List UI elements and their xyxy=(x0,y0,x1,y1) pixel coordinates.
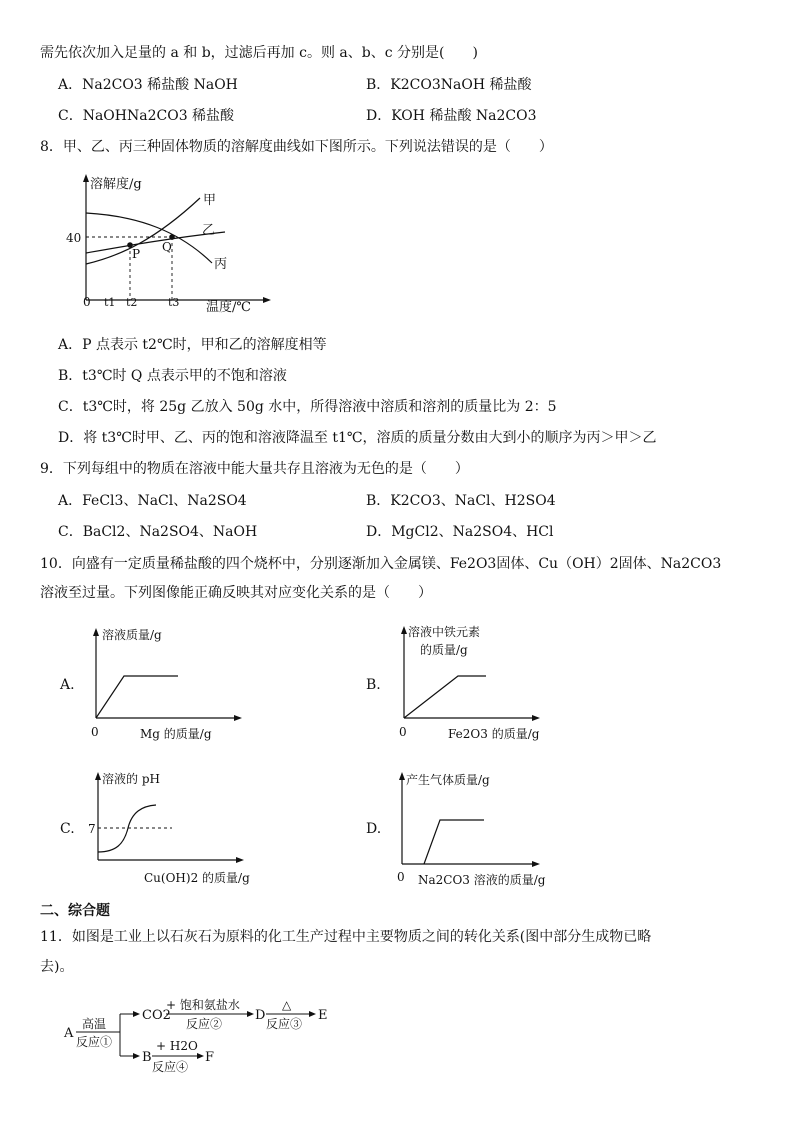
flow-cond3-bottom: 反应③ xyxy=(266,1017,303,1031)
q9-option-a: A．FeCl3、NaCl、Na2SO4 xyxy=(58,493,247,509)
label-q: Q xyxy=(162,240,172,254)
q9-option-c: C．BaCl2、Na2SO4、NaOH xyxy=(58,524,258,540)
origin-label: 0 xyxy=(83,295,91,309)
q9-stem: 9．下列每组中的物质在溶液中能大量共存且溶液为无色的是（ ） xyxy=(40,461,469,477)
q8-stem: 8．甲、乙、丙三种固体物质的溶解度曲线如下图所示。下列说法错误的是（ ） xyxy=(40,139,553,155)
graph-b-line xyxy=(404,676,486,718)
graph-d xyxy=(394,768,564,890)
q8-option-d: D．将 t3℃时甲、乙、丙的饱和溶液降温至 t1℃，溶质的质量分数由大到小的顺序为丙＞甲＞乙 xyxy=(58,430,657,446)
graph-xlabel: 温度/℃ xyxy=(206,300,251,315)
flow-b: B xyxy=(142,1050,152,1065)
flow-cond4-bottom: 反应④ xyxy=(152,1060,189,1074)
graph-d-origin: 0 xyxy=(397,870,405,884)
q7-option-d: D．KOH 稀盐酸 Na2CO3 xyxy=(366,108,537,124)
graph-a-origin: 0 xyxy=(91,725,99,739)
label-p: P xyxy=(132,247,141,261)
x-tick-t1: t1 xyxy=(104,296,116,309)
q7-stem-tail: 需先依次加入足量的 a 和 b，过滤后再加 c。则 a、b、c 分别是( ) xyxy=(40,45,478,61)
graph-d-xlabel: Na2CO3 溶液的质量/g xyxy=(418,873,546,887)
graph-c-curve xyxy=(98,805,156,852)
x-tick-t3: t3 xyxy=(168,296,180,309)
flow-cond2-bottom: 反应② xyxy=(186,1017,223,1031)
solubility-graph xyxy=(60,170,270,320)
flow-a: A xyxy=(64,1026,74,1041)
curve-jia xyxy=(86,198,200,264)
q8-option-a: A．P 点表示 t2℃时，甲和乙的溶解度相等 xyxy=(58,337,327,353)
q9-option-d: D．MgCl2、Na2SO4、HCl xyxy=(366,524,554,540)
graph-c-letter: C. xyxy=(60,821,75,837)
point-q xyxy=(169,234,175,240)
q8-option-c: C．t3℃时，将 25g 乙放入 50g 水中，所得溶液中溶质和溶剂的质量比为 2：5 xyxy=(58,399,557,415)
graph-b-ylabel-line2: 的质量/g xyxy=(420,643,468,657)
q11-stem-line2: 去)。 xyxy=(40,959,74,975)
graph-c xyxy=(88,768,258,888)
flow-d: D xyxy=(255,1008,266,1023)
q10-stem-line1: 10．向盛有一定质量稀盐酸的四个烧杯中，分别逐渐加入金属镁、Fe2O3固体、Cu（OH）2固体、Na2CO3 xyxy=(40,556,722,572)
graph-b-ylabel-line1: 溶液中铁元素 xyxy=(408,625,481,639)
label-yi: 乙 xyxy=(202,223,216,238)
q8-option-b: B．t3℃时 Q 点表示甲的不饱和溶液 xyxy=(58,368,287,384)
flow-cond4-top: + H2O xyxy=(156,1039,198,1053)
y-tick-40: 40 xyxy=(66,231,82,245)
graph-b-letter: B. xyxy=(366,677,381,693)
graph-ylabel: 溶解度/g xyxy=(90,177,142,192)
q10-stem-line2: 溶液至过量。下列图像能正确反映其对应变化关系的是（ ） xyxy=(40,585,432,601)
q11-stem-line1: 11．如图是工业上以石灰石为原料的化工生产过程中主要物质之间的转化关系(图中部分生成物已略 xyxy=(40,929,652,945)
graph-b-origin: 0 xyxy=(399,725,407,739)
graph-c-ytick-7: 7 xyxy=(88,822,96,836)
q9-option-b: B．K2CO3、NaCl、H2SO4 xyxy=(366,493,556,509)
flow-cond1-top: 高温 xyxy=(82,1017,107,1031)
q7-option-b: B．K2CO3NaOH 稀盐酸 xyxy=(366,77,532,93)
label-jia: 甲 xyxy=(203,193,217,208)
flow-diagram xyxy=(58,995,348,1075)
x-tick-t2: t2 xyxy=(126,296,138,309)
graph-d-ylabel: 产生气体质量/g xyxy=(406,773,490,787)
flow-e: E xyxy=(318,1008,328,1023)
graph-d-letter: D. xyxy=(366,821,382,837)
flow-f: F xyxy=(205,1050,215,1065)
q7-option-c: C．NaOHNa2CO3 稀盐酸 xyxy=(58,108,235,124)
x-axis-arrow xyxy=(263,297,271,303)
section-2-heading: 二、综合题 xyxy=(40,903,110,919)
graph-c-ylabel: 溶液的 pH xyxy=(102,772,160,786)
graph-a-xlabel: Mg 的质量/g xyxy=(140,727,212,741)
flow-co2: CO2 xyxy=(142,1008,171,1023)
graph-c-xlabel: Cu(OH)2 的质量/g xyxy=(144,871,250,885)
graph-a-ylabel: 溶液质量/g xyxy=(102,628,162,642)
flow-cond3-top: △ xyxy=(282,998,292,1012)
graph-d-line xyxy=(424,820,484,864)
graph-b-xlabel: Fe2O3 的质量/g xyxy=(448,727,540,741)
flow-cond2-top: + 饱和氨盐水 xyxy=(166,998,240,1012)
flow-cond1-bottom: 反应① xyxy=(76,1035,113,1049)
graph-b xyxy=(394,622,554,749)
graph-a-letter: A. xyxy=(60,677,75,693)
graph-a-line xyxy=(96,676,178,718)
label-bing: 丙 xyxy=(214,257,228,272)
q7-option-a: A．Na2CO3 稀盐酸 NaOH xyxy=(58,77,238,93)
graph-a xyxy=(86,624,246,749)
y-axis-arrow xyxy=(83,174,89,182)
